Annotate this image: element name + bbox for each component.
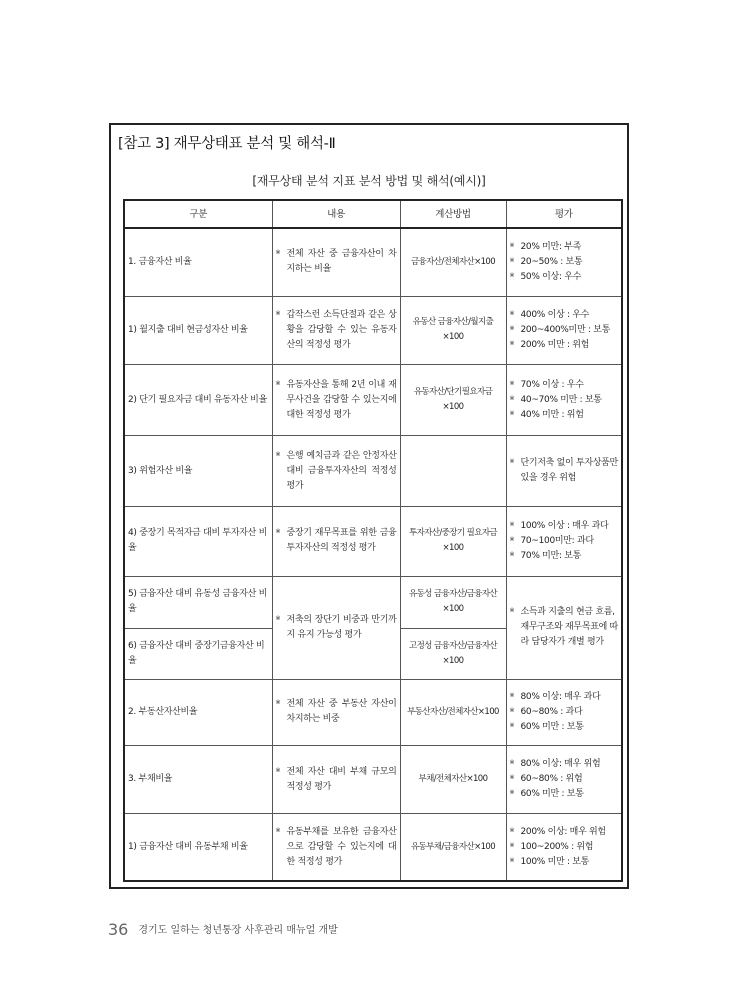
category-cell: 1. 금융자산 비율 xyxy=(124,228,272,296)
table-row xyxy=(124,814,622,881)
content-cell xyxy=(272,296,400,364)
content-cell xyxy=(272,364,400,435)
calculation-cell xyxy=(400,436,506,507)
header-evaluation: 평가 xyxy=(506,200,622,228)
evaluation-cell xyxy=(506,814,622,881)
bullet-text: ※ 갑작스런 소득단절과 같은 상황을 감당할 수 있는 유동자산의 적정성 평가 xyxy=(276,308,397,353)
category-cell: 4) 중장기 목적자금 대비 투자자산 비율 xyxy=(124,507,272,576)
bullet-text: ※ 200~400%미만 : 보통 xyxy=(510,323,619,338)
bullet-text: ※ 60% 미만 : 보통 xyxy=(510,720,619,735)
bullet-text: ※ 70% 이상 : 우수 xyxy=(510,378,619,393)
analysis-table xyxy=(123,199,623,882)
evaluation-cell xyxy=(506,364,622,435)
evaluation-cell xyxy=(506,746,622,814)
calculation-cell: 유동자산/단기필요자금 ×100 xyxy=(400,364,506,435)
bullet-text: ※ 20~50% : 보통 xyxy=(510,255,619,270)
bullet-text: ※ 400% 이상 : 우수 xyxy=(510,308,619,323)
header-row xyxy=(124,200,622,228)
bullet-text: ※ 은행 예치금과 같은 안정자산 대비 금융투자자산의 적정성 평가 xyxy=(276,449,397,494)
category-cell: 3) 위험자산 비율 xyxy=(124,436,272,507)
category-cell: 3. 부채비율 xyxy=(124,746,272,814)
bullet-text: ※ 60~80% : 과다 xyxy=(510,705,619,720)
bullet-text: ※ 중장기 재무목표를 위한 금융투자자산의 적정성 평가 xyxy=(276,526,397,556)
content-cell xyxy=(272,436,400,507)
bullet-text: ※ 50% 이상: 우수 xyxy=(510,270,619,285)
bullet-text: ※ 소득과 지출의 현금 흐름, 재무구조와 재무목표에 따라 담당자가 개별 평가 xyxy=(510,605,619,650)
calculation-cell: 금융자산/전체자산×100 xyxy=(400,228,506,296)
bullet-text: ※ 70% 미만: 보통 xyxy=(510,549,619,564)
bullet-text: ※ 유동자산을 통해 2년 이내 재무사건을 감당할 수 있는지에 대한 적정성 평가 xyxy=(276,378,397,423)
evaluation-cell xyxy=(506,507,622,576)
bullet-text: ※ 20% 미만: 부족 xyxy=(510,240,619,255)
content-cell xyxy=(272,679,400,745)
table-row xyxy=(124,679,622,745)
calculation-cell: 유동부채/금융자산×100 xyxy=(400,814,506,881)
bullet-text: ※ 단기저축 없이 투자상품만 있을 경우 위험 xyxy=(510,456,619,486)
bullet-text: ※ 전체 자산 대비 부채 규모의 적정성 평가 xyxy=(276,765,397,795)
bullet-text: ※ 40~70% 미만 : 보통 xyxy=(510,393,619,408)
bullet-text: ※ 200% 미만 : 위험 xyxy=(510,338,619,353)
category-cell: 2. 부동산자산비율 xyxy=(124,679,272,745)
evaluation-cell xyxy=(506,436,622,507)
bullet-text: ※ 저축의 장단기 비중과 만기까지 유지 가능성 평가 xyxy=(276,613,397,643)
content-cell xyxy=(272,228,400,296)
page-footer xyxy=(108,920,338,939)
table-row xyxy=(124,507,622,576)
bullet-text: ※ 40% 미만 : 위험 xyxy=(510,408,619,423)
bullet-text: ※ 60~80% : 위험 xyxy=(510,772,619,787)
bullet-text: ※ 전체 자산 중 부동산 자산이 차지하는 비중 xyxy=(276,697,397,727)
table-row xyxy=(124,228,622,296)
evaluation-cell xyxy=(506,576,622,679)
category-cell: 5) 금융자산 대비 유동성 금융자산 비율 xyxy=(124,576,272,628)
calculation-cell: 부채/전체자산×100 xyxy=(400,746,506,814)
bullet-text: ※ 유동부채를 보유한 금융자산으로 감당할 수 있는지에 대한 적정성 평가 xyxy=(276,825,397,870)
table-row xyxy=(124,296,622,364)
bullet-text: ※ 100% 이상 : 매우 과다 xyxy=(510,519,619,534)
content-cell xyxy=(272,576,400,679)
calculation-cell: 유동성 금융자산/금융자산×100 xyxy=(400,576,506,628)
footer-text: 경기도 일하는 청년통장 사후관리 매뉴얼 개발 xyxy=(138,925,338,936)
bullet-text: ※ 200% 이상: 매우 위험 xyxy=(510,825,619,840)
table-row xyxy=(124,436,622,507)
bullet-text: ※ 60% 미만 : 보통 xyxy=(510,787,619,802)
calculation-cell: 부동산자산/전체자산×100 xyxy=(400,679,506,745)
bullet-text: ※ 80% 이상: 매우 과다 xyxy=(510,690,619,705)
calculation-cell: 투자자산/중장기 필요자금×100 xyxy=(400,507,506,576)
calculation-cell: 유동산 금융자산/월지출 ×100 xyxy=(400,296,506,364)
reference-title: [참고 3] 재무상태표 분석 및 해석-Ⅱ xyxy=(118,136,336,152)
content-cell xyxy=(272,746,400,814)
category-cell: 2) 단기 필요자금 대비 유동자산 비율 xyxy=(124,364,272,435)
content-cell xyxy=(272,814,400,881)
table-row xyxy=(124,576,622,628)
evaluation-cell xyxy=(506,296,622,364)
page-number: 36 xyxy=(108,920,129,939)
bullet-text: ※ 100~200% : 위험 xyxy=(510,840,619,855)
table-title: [재무상태 분석 지표 분석 방법 및 해석(예시)] xyxy=(252,174,486,188)
bullet-text: ※ 70~100미만: 과다 xyxy=(510,534,619,549)
header-content: 내용 xyxy=(272,200,400,228)
category-cell: 6) 금융자산 대비 중장기금융자산 비율 xyxy=(124,628,272,679)
bullet-text: ※ 80% 이상: 매우 위험 xyxy=(510,757,619,772)
header-calculation: 계산방법 xyxy=(400,200,506,228)
category-cell: 1) 금융자산 대비 유동부채 비율 xyxy=(124,814,272,881)
table-row xyxy=(124,746,622,814)
bullet-text: ※ 100% 미만 : 보통 xyxy=(510,855,619,870)
table-body xyxy=(124,228,622,881)
content-cell xyxy=(272,507,400,576)
category-cell: 1) 월지출 대비 현금성자산 비율 xyxy=(124,296,272,364)
header-category: 구분 xyxy=(124,200,272,228)
calculation-cell: 고정성 금융자산/금융자산×100 xyxy=(400,628,506,679)
bullet-text: ※ 전체 자산 중 금융자산이 차지하는 비율 xyxy=(276,247,397,277)
table-row xyxy=(124,364,622,435)
evaluation-cell xyxy=(506,228,622,296)
reference-box xyxy=(109,123,629,889)
evaluation-cell xyxy=(506,679,622,745)
